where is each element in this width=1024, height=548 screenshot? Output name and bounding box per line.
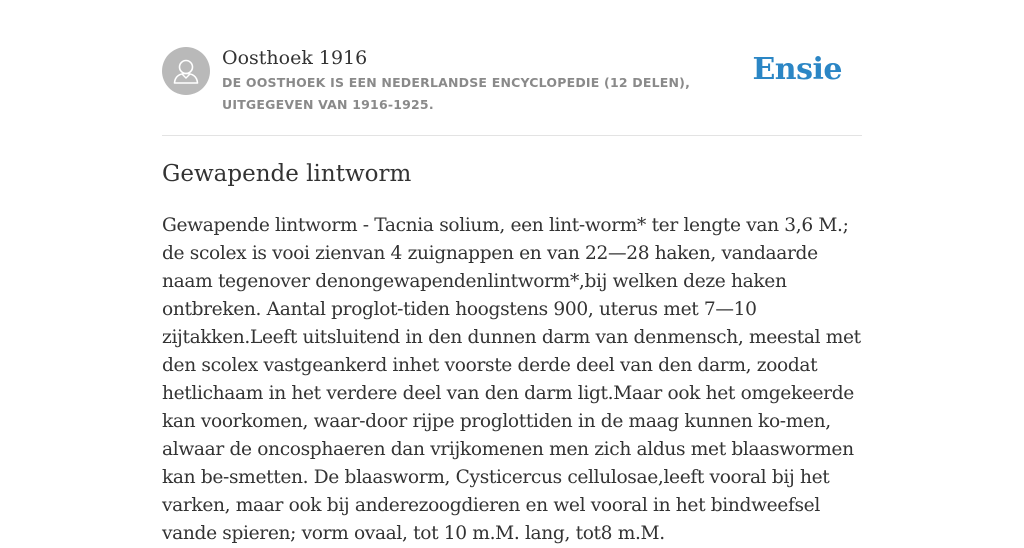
header-divider	[162, 135, 862, 136]
source-description: DE OOSTHOEK IS EEN NEDERLANDSE ENCYCLOPEDIE (12 DELEN), UITGEGEVEN VAN 1916-1925.	[222, 75, 691, 112]
person-icon	[162, 47, 210, 95]
source-avatar[interactable]	[162, 47, 210, 95]
source-header	[162, 46, 862, 116]
source-title[interactable]: Oosthoek 1916	[222, 47, 368, 69]
ensie-logo[interactable]: Ensie	[752, 52, 842, 87]
entry-title: Gewapende lintworm	[162, 161, 412, 187]
entry-body-text: Gewapende lintworm - Tacnia solium, een lint-worm* ter lengte van 3,6 M.; de scolex is vooi zienvan 4 zuignappen en van 22—28 haken, vandaarde naam tegenover denongewapendenlintworm*,bij welken deze haken ontbreken. Aantal proglot-tiden hoogstens 900, uterus met 7—10 zijtakken.Leeft uitsluitend in den dunnen darm van denmensch, meestal met den scolex vastgeankerd inhet voorste derde deel van den darm, zoodat hetlichaam in het verdere deel van den darm ligt.Maar ook het omgekeerde kan voorkomen, waar-door rijpe proglottiden in de maag kunnen ko-men, alwaar de oncosphaeren dan vrijkomenen men zich aldus met blaaswormen kan be-smetten. De blaasworm, Cysticercus cellulosae,leeft vooral bij het varken, maar ook bij anderezoogdieren en wel vooral in het bindweefsel vande spieren; vorm ovaal, tot 10 m.M. lang, tot8 m.M.	[162, 215, 861, 544]
